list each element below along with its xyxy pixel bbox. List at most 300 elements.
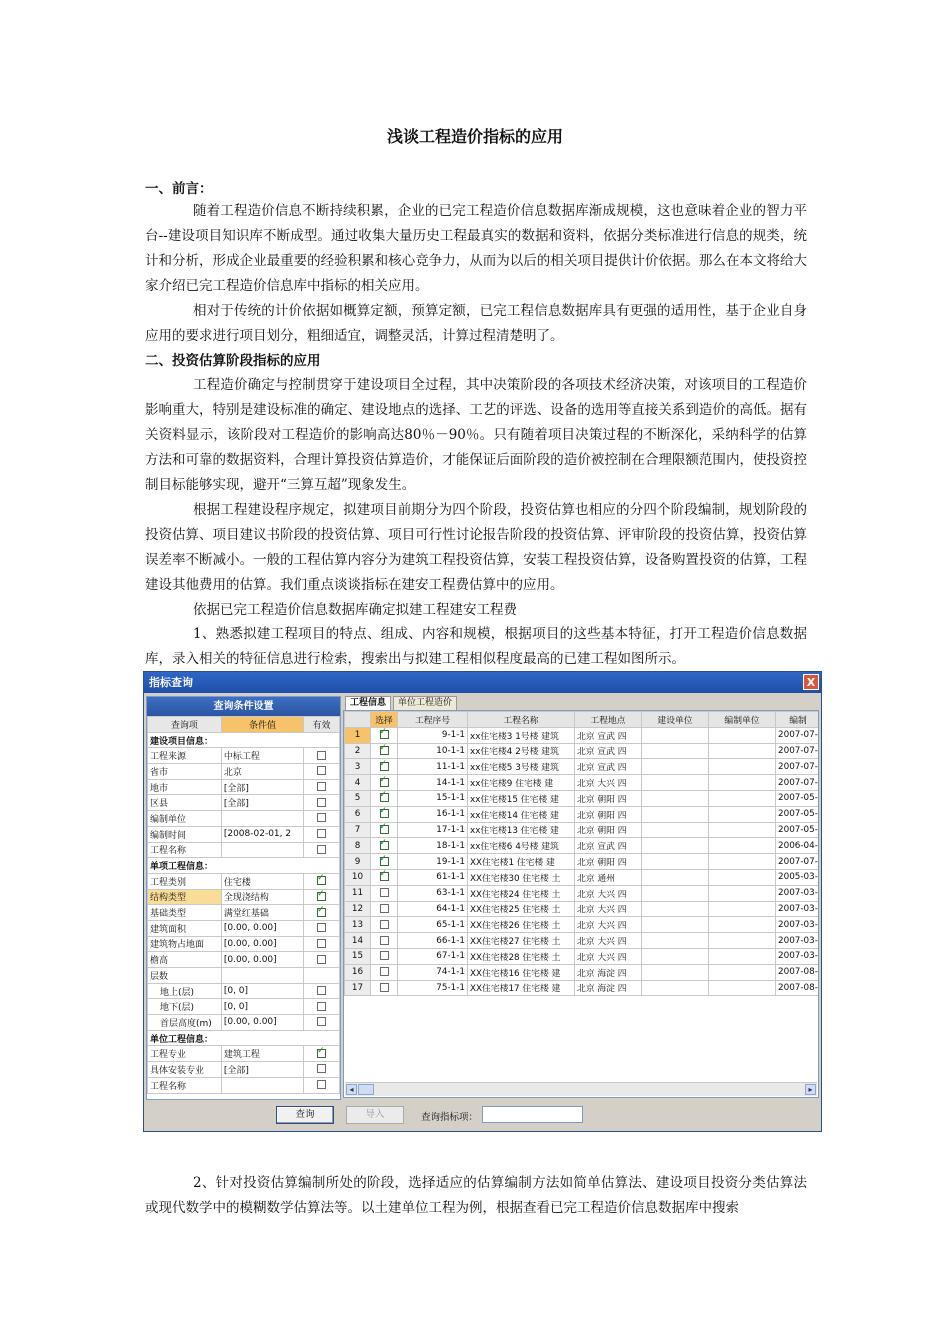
valid-checkbox[interactable]	[317, 908, 326, 917]
compile-unit	[709, 854, 776, 870]
project-name: XX住宅楼16 住宅楼 建	[468, 964, 575, 980]
paragraph-7: 2、针对投资估算编制所处的阶段，选择适应的估算编制方法如简单估算法、建设项目投资分类估算法或现代数学中的模糊数学估算法等。以土建单位工程为例，根据查看已完工程造价信息数据库中搜索	[145, 1175, 807, 1216]
condition-value[interactable]: 中标工程	[221, 748, 303, 764]
compile-unit	[709, 964, 776, 980]
col-valid: 有效	[304, 717, 340, 733]
project-name: XX住宅楼1 住宅楼 建	[468, 854, 575, 870]
project-code: 11-1-1	[398, 759, 468, 775]
construction-unit	[642, 854, 709, 870]
grid-col-header[interactable]	[345, 712, 371, 728]
construction-unit	[642, 790, 709, 806]
table-row[interactable]	[345, 759, 820, 775]
compile-date: 2007-03-	[776, 948, 820, 964]
grid-col-header[interactable]: 选择	[371, 712, 398, 728]
condition-row	[148, 1030, 340, 1046]
condition-row	[148, 936, 340, 952]
row-select-cell	[371, 917, 398, 933]
valid-checkbox[interactable]	[317, 1064, 326, 1073]
paragraph-6: 1、熟悉拟建工程项目的特点、组成、内容和规模，根据项目的这些基本特征，打开工程造价信息数据库，录入相关的特征信息进行检索，搜索出与拟建工程相似程度最高的已建工程如图所示。	[145, 626, 807, 667]
condition-value[interactable]: [2008-02-01, 2	[221, 826, 303, 842]
compile-unit	[709, 806, 776, 822]
compile-date: 2007-07-	[776, 775, 820, 791]
project-name: xx住宅楼9 住宅楼 建	[468, 775, 575, 791]
condition-valid-cell	[304, 779, 340, 795]
condition-table	[147, 716, 340, 1094]
compile-date: 2007-05-	[776, 790, 820, 806]
project-code: 15-1-1	[398, 790, 468, 806]
grid-col-header[interactable]: 编制单位	[709, 712, 776, 728]
construction-unit	[642, 901, 709, 917]
condition-row	[148, 952, 340, 968]
query-button[interactable]: 查询	[276, 1106, 334, 1124]
condition-value[interactable]: [0, 0]	[221, 999, 303, 1015]
row-select-checkbox[interactable]	[380, 872, 389, 881]
condition-row	[148, 779, 340, 795]
compile-unit	[709, 822, 776, 838]
compile-unit	[709, 727, 776, 743]
condition-value[interactable]	[221, 842, 303, 858]
table-row[interactable]	[345, 790, 820, 806]
condition-name: 编制单位	[148, 811, 222, 827]
compile-unit	[709, 869, 776, 885]
table-row[interactable]	[345, 743, 820, 759]
row-number: 13	[345, 917, 371, 933]
compile-date: 2007-07-	[776, 727, 820, 743]
project-location: 北京 朝阳 四	[575, 822, 642, 838]
result-tabs	[343, 696, 819, 710]
condition-panel-header: 查询条件设置	[147, 697, 340, 716]
valid-checkbox[interactable]	[317, 955, 326, 964]
valid-checkbox[interactable]	[317, 939, 326, 948]
compile-unit	[709, 948, 776, 964]
valid-checkbox[interactable]	[317, 1080, 326, 1089]
condition-row	[148, 826, 340, 842]
project-code: 66-1-1	[398, 933, 468, 949]
table-row[interactable]	[345, 838, 820, 854]
condition-name: 基础类型	[148, 905, 222, 921]
project-name: XX住宅楼30 住宅楼 土	[468, 869, 575, 885]
project-location: 北京 大兴 四	[575, 885, 642, 901]
construction-unit	[642, 727, 709, 743]
project-name: XX住宅楼24 住宅楼 土	[468, 885, 575, 901]
project-code: 10-1-1	[398, 743, 468, 759]
valid-checkbox[interactable]	[317, 813, 326, 822]
paragraph-3: 工程造价确定与控制贯穿于建设项目全过程，其中决策阶段的各项技术经济决策，对该项目的工程造价影响重大，特别是建设标准的确定、建设地点的选择、工艺的评选、设备的选用等直接关系到造价的高低。据有关资料显示，该阶段对工程造价的影响高达80％－90％。只有随着项目决策过程的不断深化，采纳科学的估算方法和可靠的数据资料，合理计算投资估算造价，才能保证后面阶段的造价被控制在合理限额范围内，使投资控制目标能够实现，避开“三算互超”现象发生。	[145, 377, 807, 493]
condition-row	[148, 732, 340, 748]
condition-valid-cell	[304, 873, 340, 889]
table-row[interactable]	[345, 822, 820, 838]
compile-unit	[709, 980, 776, 996]
grid-col-header[interactable]: 编制	[776, 712, 820, 728]
condition-value[interactable]: [0, 0]	[221, 983, 303, 999]
project-name: XX住宅楼17 住宅楼 建	[468, 980, 575, 996]
table-row[interactable]	[345, 933, 820, 949]
valid-checkbox[interactable]	[317, 876, 326, 885]
condition-section-label: 单位工程信息：	[148, 1030, 340, 1046]
condition-name: 省市	[148, 764, 222, 780]
valid-checkbox[interactable]	[317, 892, 326, 901]
row-select-cell	[371, 901, 398, 917]
project-location: 北京 大兴 四	[575, 901, 642, 917]
condition-name: 具体安装专业	[148, 1062, 222, 1078]
grid-col-header[interactable]: 建设单位	[642, 712, 709, 728]
horizontal-scrollbar[interactable]	[345, 1082, 817, 1096]
construction-unit	[642, 948, 709, 964]
valid-checkbox[interactable]	[317, 782, 326, 791]
condition-valid-cell	[304, 842, 340, 858]
condition-valid-cell	[304, 889, 340, 905]
row-select-cell	[371, 806, 398, 822]
table-row[interactable]	[345, 980, 820, 996]
condition-name: 编制时间	[148, 826, 222, 842]
project-location: 北京 海淀 四	[575, 980, 642, 996]
section-heading-investment: 二、投资估算阶段指标的应用	[145, 353, 321, 369]
condition-name: 地市	[148, 779, 222, 795]
valid-checkbox[interactable]	[317, 751, 326, 760]
compile-unit	[709, 901, 776, 917]
compile-date: 2007-07-	[776, 743, 820, 759]
project-location: 北京 大兴 四	[575, 933, 642, 949]
row-number: 9	[345, 854, 371, 870]
project-name: xx住宅楼4 2号楼 建筑	[468, 743, 575, 759]
condition-name: 区县	[148, 795, 222, 811]
row-select-checkbox[interactable]	[380, 762, 389, 771]
condition-name: 檐高	[148, 952, 222, 968]
row-select-cell	[371, 964, 398, 980]
table-row[interactable]	[345, 885, 820, 901]
condition-section-label: 单项工程信息：	[148, 858, 340, 874]
construction-unit	[642, 743, 709, 759]
project-name: XX住宅楼25 住宅楼 土	[468, 901, 575, 917]
row-select-cell	[371, 775, 398, 791]
condition-row	[148, 983, 340, 999]
compile-date: 2007-03-	[776, 933, 820, 949]
row-number: 17	[345, 980, 371, 996]
row-number: 11	[345, 885, 371, 901]
doc-title: 浅谈工程造价指标的应用	[386, 127, 563, 146]
compile-date: 2007-05-	[776, 822, 820, 838]
import-button[interactable]: 导入	[346, 1106, 404, 1124]
project-location: 北京 朝阳 四	[575, 854, 642, 870]
condition-value[interactable]: 建筑工程	[221, 1046, 303, 1062]
condition-row	[148, 764, 340, 780]
table-row[interactable]	[345, 806, 820, 822]
construction-unit	[642, 806, 709, 822]
project-location: 北京 大兴 四	[575, 948, 642, 964]
condition-name: 建筑物占地面	[148, 936, 222, 952]
compile-date: 2007-03-	[776, 885, 820, 901]
valid-checkbox[interactable]	[317, 845, 326, 854]
index-query-window	[143, 671, 822, 1132]
condition-valid-cell	[304, 920, 340, 936]
compile-date: 2007-03-	[776, 917, 820, 933]
valid-checkbox[interactable]	[317, 1049, 326, 1058]
valid-checkbox[interactable]	[317, 1002, 326, 1011]
tab-unit-cost[interactable]: 单位工程造价	[393, 696, 457, 710]
condition-name: 工程类别	[148, 873, 222, 889]
paragraph-4: 根据工程建设程序规定，拟建项目前期分为四个阶段，投资估算也相应的分四个阶段编制，规划阶段的投资估算、项目建议书阶段的投资估算、项目可行性讨论报告阶段的投资估算、评审阶段的投资估算，投资估算误差率不断减小。一般的工程估算内容分为建筑工程投资估算，安装工程投资估算，设备购置投资的估算，工程建设其他费用的估算。我们重点谈谈指标在建安工程费估算中的应用。	[145, 502, 807, 593]
row-number: 3	[345, 759, 371, 775]
row-select-checkbox[interactable]	[380, 746, 389, 755]
scroll-thumb[interactable]	[358, 1084, 374, 1095]
condition-row	[148, 968, 340, 984]
condition-row	[148, 795, 340, 811]
table-row[interactable]	[345, 854, 820, 870]
compile-unit	[709, 838, 776, 854]
col-query-item: 查询项	[148, 717, 222, 733]
condition-name: 工程名称	[148, 1077, 222, 1093]
project-code: 63-1-1	[398, 885, 468, 901]
valid-checkbox[interactable]	[317, 829, 326, 838]
condition-value[interactable]	[221, 811, 303, 827]
condition-value[interactable]: [0.00, 0.00]	[221, 936, 303, 952]
table-row[interactable]	[345, 964, 820, 980]
row-select-cell	[371, 933, 398, 949]
project-name: xx住宅楼13 住宅楼 建	[468, 822, 575, 838]
row-select-checkbox[interactable]	[380, 825, 389, 834]
window-titlebar	[144, 672, 821, 693]
result-grid	[343, 710, 819, 1098]
project-location: 北京 朝阳 四	[575, 806, 642, 822]
compile-date: 2006-04-	[776, 838, 820, 854]
condition-row	[148, 999, 340, 1015]
valid-checkbox[interactable]	[317, 798, 326, 807]
compile-date: 2007-07-	[776, 759, 820, 775]
compile-unit	[709, 933, 776, 949]
tab-project-info[interactable]: 工程信息	[345, 696, 391, 710]
project-code: 75-1-1	[398, 980, 468, 996]
compile-date: 2007-05-	[776, 806, 820, 822]
condition-valid-cell	[304, 1046, 340, 1062]
condition-row	[148, 1015, 340, 1031]
condition-value[interactable]: [0.00, 0.00]	[221, 952, 303, 968]
row-select-checkbox[interactable]	[380, 967, 389, 976]
construction-unit	[642, 933, 709, 949]
table-row[interactable]	[345, 948, 820, 964]
compile-date: 2007-08-	[776, 964, 820, 980]
construction-unit	[642, 775, 709, 791]
project-code: 61-1-1	[398, 869, 468, 885]
row-number: 16	[345, 964, 371, 980]
project-location: 北京 海淀 四	[575, 964, 642, 980]
condition-valid-cell	[304, 1062, 340, 1078]
result-table	[344, 711, 819, 996]
construction-unit	[642, 885, 709, 901]
valid-checkbox[interactable]	[317, 986, 326, 995]
table-row[interactable]	[345, 917, 820, 933]
close-icon[interactable]: X	[803, 674, 819, 690]
condition-value[interactable]: [全部]	[221, 1062, 303, 1078]
grid-col-header[interactable]: 工程名称	[468, 712, 575, 728]
project-location: 北京 宣武 四	[575, 838, 642, 854]
construction-unit	[642, 917, 709, 933]
project-code: 64-1-1	[398, 901, 468, 917]
window-title: 指标查询	[149, 676, 193, 689]
row-select-checkbox[interactable]	[380, 857, 389, 866]
row-select-checkbox[interactable]	[380, 983, 389, 992]
row-number: 1	[345, 727, 371, 743]
project-name: XX住宅楼26 住宅楼 土	[468, 917, 575, 933]
table-row[interactable]	[345, 727, 820, 743]
project-location: 北京 宣武 四	[575, 727, 642, 743]
condition-valid-cell	[304, 905, 340, 921]
compile-date: 2007-03-	[776, 901, 820, 917]
condition-value[interactable]: 满堂红基础	[221, 905, 303, 921]
project-location: 北京 朝阳 四	[575, 790, 642, 806]
row-select-cell	[371, 822, 398, 838]
condition-value[interactable]: [0.00, 0.00]	[221, 1015, 303, 1031]
row-select-checkbox[interactable]	[380, 936, 389, 945]
condition-valid-cell	[304, 811, 340, 827]
condition-valid-cell	[304, 748, 340, 764]
row-select-checkbox[interactable]	[380, 778, 389, 787]
condition-valid-cell	[304, 1015, 340, 1031]
section-heading-preface: 一、前言：	[145, 181, 213, 197]
compile-date: 2007-07-	[776, 854, 820, 870]
row-select-cell	[371, 980, 398, 996]
condition-value[interactable]: [全部]	[221, 779, 303, 795]
scroll-left-icon[interactable]: ◂	[346, 1084, 357, 1095]
compile-unit	[709, 885, 776, 901]
condition-row	[148, 1062, 340, 1078]
condition-value[interactable]: [0.00, 0.00]	[221, 920, 303, 936]
query-condition-panel	[146, 696, 341, 1100]
row-select-cell	[371, 885, 398, 901]
condition-name: 建筑面积	[148, 920, 222, 936]
project-name: xx住宅楼15 住宅楼 建	[468, 790, 575, 806]
project-code: 18-1-1	[398, 838, 468, 854]
col-condition-value: 条件值	[221, 717, 303, 733]
project-code: 74-1-1	[398, 964, 468, 980]
row-number: 4	[345, 775, 371, 791]
construction-unit	[642, 980, 709, 996]
row-select-checkbox[interactable]	[380, 730, 389, 739]
construction-unit	[642, 759, 709, 775]
row-select-checkbox[interactable]	[380, 888, 389, 897]
row-select-checkbox[interactable]	[380, 920, 389, 929]
construction-unit	[642, 869, 709, 885]
compile-unit	[709, 775, 776, 791]
condition-valid-cell	[304, 1077, 340, 1093]
condition-valid-cell	[304, 983, 340, 999]
row-number: 8	[345, 838, 371, 854]
project-name: xx住宅楼5 3号楼 建筑	[468, 759, 575, 775]
table-row[interactable]	[345, 901, 820, 917]
condition-value[interactable]: 全现浇结构	[221, 889, 303, 905]
condition-value[interactable]	[221, 968, 303, 984]
condition-name: 工程来源	[148, 748, 222, 764]
row-select-checkbox[interactable]	[380, 809, 389, 818]
project-code: 16-1-1	[398, 806, 468, 822]
index-item-label: 查询指标项：	[421, 1112, 479, 1123]
condition-value[interactable]	[221, 1077, 303, 1093]
row-select-cell	[371, 743, 398, 759]
valid-checkbox[interactable]	[317, 923, 326, 932]
condition-row	[148, 842, 340, 858]
condition-name: 层数	[148, 968, 222, 984]
construction-unit	[642, 964, 709, 980]
table-row[interactable]	[345, 869, 820, 885]
row-select-cell	[371, 869, 398, 885]
condition-valid-cell	[304, 936, 340, 952]
row-select-checkbox[interactable]	[380, 904, 389, 913]
row-number: 5	[345, 790, 371, 806]
compile-unit	[709, 759, 776, 775]
compile-date: 2005-03-	[776, 869, 820, 885]
row-number: 15	[345, 948, 371, 964]
condition-name: 工程专业	[148, 1046, 222, 1062]
row-select-cell	[371, 759, 398, 775]
paragraph-2: 相对于传统的计价依据如概算定额，预算定额，已完工程信息数据库具有更强的适用性，基于企业自身应用的要求进行项目划分，粗细适宜，调整灵活，计算过程清楚明了。	[145, 303, 807, 344]
condition-row	[148, 858, 340, 874]
condition-name: 工程名称	[148, 842, 222, 858]
project-code: 17-1-1	[398, 822, 468, 838]
valid-checkbox[interactable]	[317, 766, 326, 775]
project-name: XX住宅楼28 住宅楼 土	[468, 948, 575, 964]
grid-col-header[interactable]: 工程地点	[575, 712, 642, 728]
project-location: 北京 通州	[575, 869, 642, 885]
row-select-checkbox[interactable]	[380, 841, 389, 850]
row-number: 7	[345, 822, 371, 838]
row-select-cell	[371, 854, 398, 870]
condition-row	[148, 1046, 340, 1062]
project-name: XX住宅楼27 住宅楼 土	[468, 933, 575, 949]
row-number: 12	[345, 901, 371, 917]
row-select-cell	[371, 790, 398, 806]
condition-rows	[148, 732, 340, 1093]
construction-unit	[642, 838, 709, 854]
compile-unit	[709, 743, 776, 759]
project-code: 67-1-1	[398, 948, 468, 964]
row-select-cell	[371, 727, 398, 743]
index-item-input[interactable]	[482, 1106, 583, 1123]
condition-valid-cell	[304, 764, 340, 780]
row-number: 6	[345, 806, 371, 822]
row-select-checkbox[interactable]	[380, 951, 389, 960]
row-select-cell	[371, 838, 398, 854]
project-name: xx住宅楼6 4号楼 建筑	[468, 838, 575, 854]
condition-name: 地上(层)	[148, 983, 222, 999]
row-select-checkbox[interactable]	[380, 793, 389, 802]
condition-valid-cell	[304, 795, 340, 811]
compile-unit	[709, 790, 776, 806]
condition-row	[148, 811, 340, 827]
construction-unit	[642, 822, 709, 838]
condition-row	[148, 905, 340, 921]
row-number: 10	[345, 869, 371, 885]
condition-value[interactable]: [全部]	[221, 795, 303, 811]
project-location: 北京 大兴 四	[575, 917, 642, 933]
condition-name: 首层高度(m)	[148, 1015, 222, 1031]
compile-date: 2007-08-	[776, 980, 820, 996]
valid-checkbox[interactable]	[317, 1017, 326, 1026]
project-code: 14-1-1	[398, 775, 468, 791]
compile-unit	[709, 917, 776, 933]
row-number: 2	[345, 743, 371, 759]
condition-value[interactable]: 北京	[221, 764, 303, 780]
scroll-right-icon[interactable]: ▸	[805, 1084, 816, 1095]
condition-name: 结构类型	[148, 889, 222, 905]
grid-col-header[interactable]: 工程序号	[398, 712, 468, 728]
condition-value[interactable]: 住宅楼	[221, 873, 303, 889]
condition-name: 地下(层)	[148, 999, 222, 1015]
project-code: 65-1-1	[398, 917, 468, 933]
result-panel	[343, 696, 819, 1098]
condition-row	[148, 889, 340, 905]
project-location: 北京 宣武 四	[575, 743, 642, 759]
project-code: 19-1-1	[398, 854, 468, 870]
table-row[interactable]	[345, 775, 820, 791]
